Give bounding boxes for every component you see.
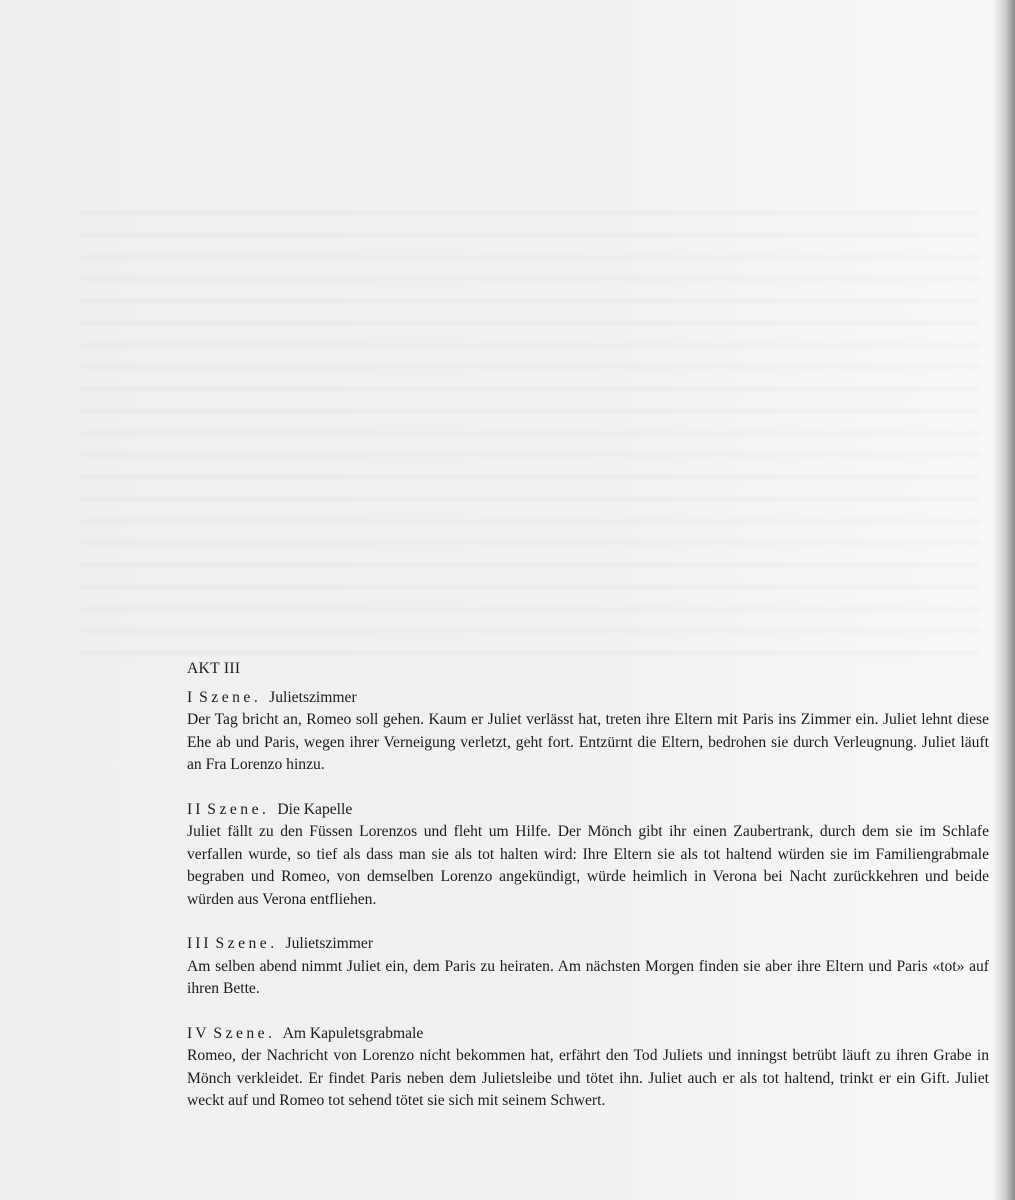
scene-title: Julietszimmer: [269, 688, 357, 706]
scene-4: [187, 1023, 989, 1113]
scene-label: Szene.: [199, 688, 262, 706]
scene-text: Der Tag bricht an, Romeo soll gehen. Kaum er Juliet verlässt hat, treten ihre Eltern mit Paris ins Zimmer ein. Juliet lehnt diese Ehe ab und Paris, wegen ihrer Verneigung verletzt, geht fort. Entzürnt die Eltern, bedrohen sie durch Verleugnung. Juliet läuft an Fra Lorenzo hinzu.: [187, 711, 989, 773]
scene-title: Julietszimmer: [285, 935, 374, 952]
scene-number: I: [187, 688, 196, 706]
scene-label: Szene.: [213, 1024, 276, 1042]
scene-label: Szene.: [215, 935, 278, 952]
scene-heading: [187, 799, 989, 822]
document-body: [187, 658, 989, 1135]
scene-number: IV: [187, 1024, 210, 1042]
scene-2: [187, 799, 989, 912]
scene-number: II: [187, 800, 204, 818]
scene-heading: [187, 687, 989, 710]
act-title: AKT III: [187, 660, 241, 677]
scene-heading: [187, 1023, 989, 1046]
scene-heading: [187, 933, 989, 956]
page-edge-shadow: [993, 0, 1015, 1200]
scene-3: [187, 933, 989, 1001]
bleed-through-text: [80, 200, 980, 660]
scene-label: Szene.: [207, 800, 270, 818]
scene-title: Am Kapuletsgrabmale: [282, 1024, 424, 1042]
scene-text: Juliet fällt zu den Füssen Lorenzos und fleht um Hilfe. Der Mönch gibt ihr einen Zaubertrank, durch dem sie im Schlafe verfallen wurde, so tief als dass man sie als tot halten wird: Ihre Eltern sie als tot haltend würden sie im Familiengrabmale begraben und Romeo, von demselben Lorenzo angekündigt, würde heimlich in Verona bei Nacht zurückkehren und beide würden aus Verona entfliehen.: [187, 823, 989, 908]
scene-text: Romeo, der Nachricht von Lorenzo nicht bekommen hat, erfährt den Tod Juliets und inningst betrübt läuft zu ihren Grabe in Mönch verkleidet. Er findet Paris neben dem Julietsleibe und tötet ihn. Juliet auch er als tot haltend, trinkt er ein Gift. Juliet weckt auf und Romeo tot sehend tötet sie sich mit seinem Schwert.: [187, 1047, 989, 1109]
scene-title: Die Kapelle: [277, 800, 353, 818]
scene-1: [187, 687, 989, 777]
scene-number: III: [187, 935, 212, 952]
scene-text: Am selben abend nimmt Juliet ein, dem Paris zu heiraten. Am nächsten Morgen finden sie aber ihre Eltern und Paris «tot» auf ihren Bette.: [187, 957, 989, 997]
